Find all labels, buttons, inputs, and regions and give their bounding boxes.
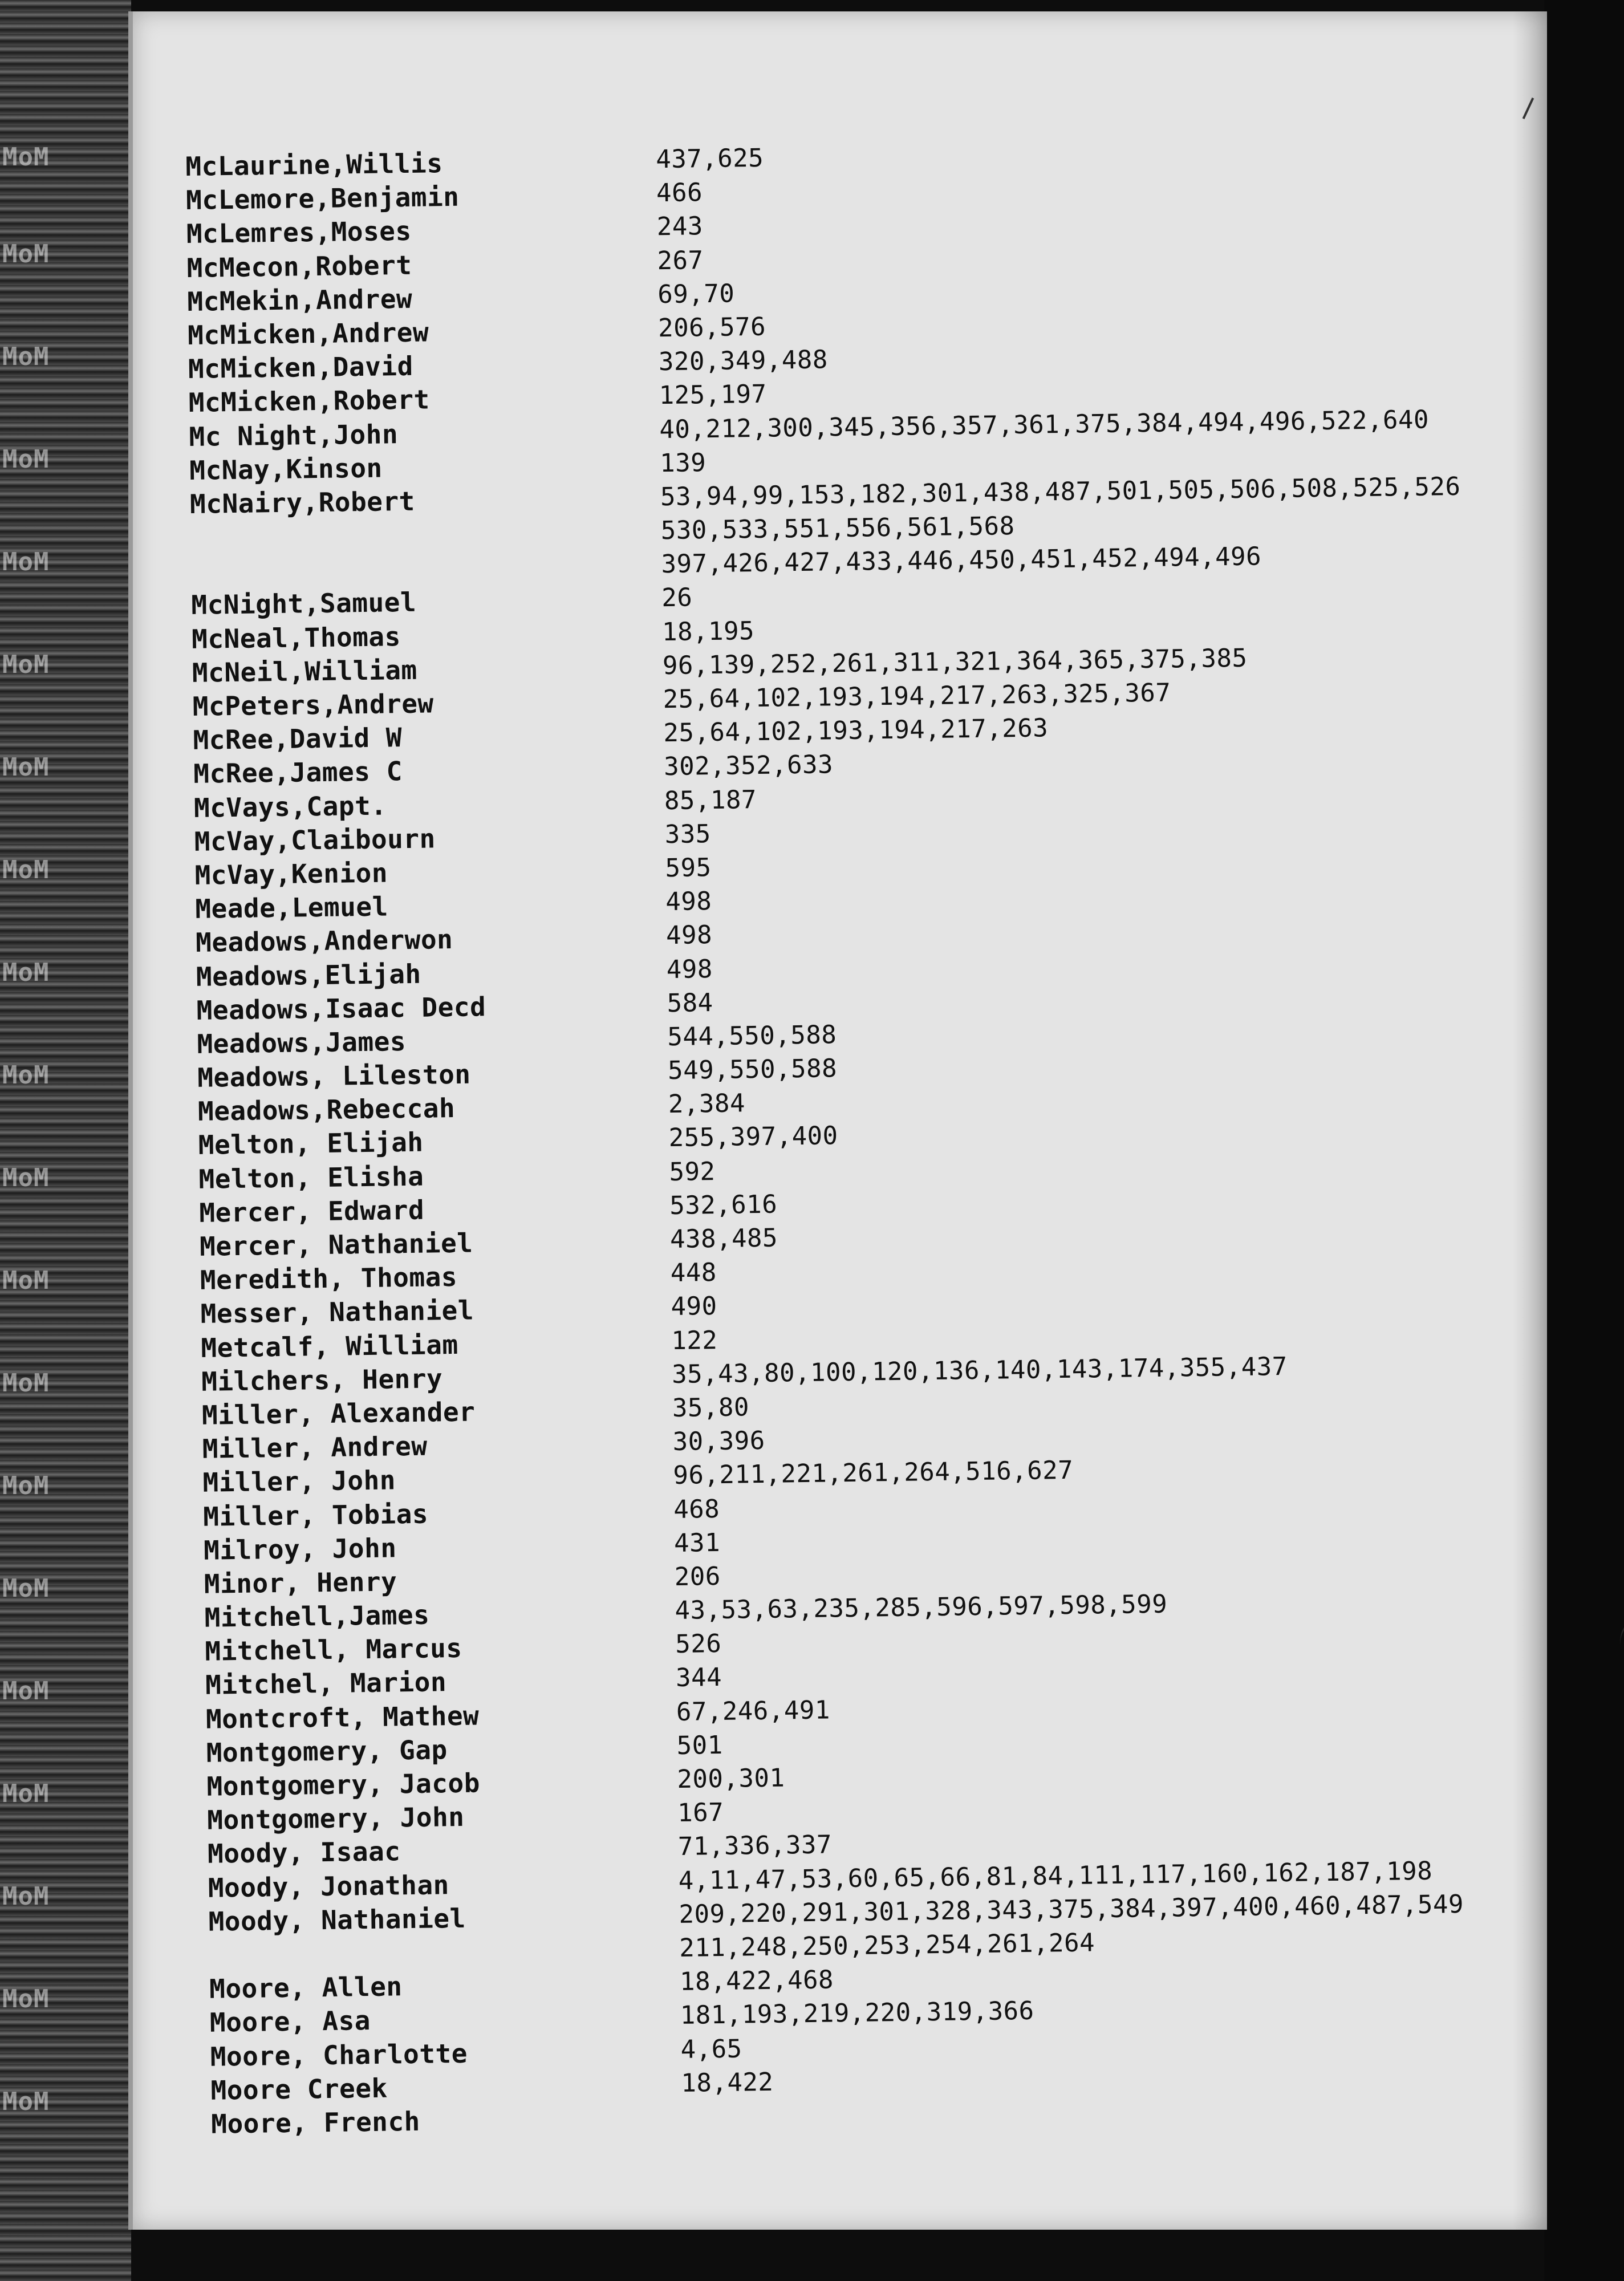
entry-pages: 18,422	[681, 2067, 774, 2098]
index-entry	[202, 1456, 1074, 1501]
entry-name: McMicken,David	[188, 350, 414, 385]
index-entry	[193, 750, 834, 792]
entry-pages: 96,211,221,261,264,516,627	[673, 1456, 1074, 1491]
entry-name: Meadows,James	[197, 1025, 407, 1060]
index-entry	[196, 988, 713, 1029]
entry-pages: 122	[671, 1325, 718, 1355]
entry-name: Meadows,Rebeccah	[197, 1093, 456, 1127]
bleed-text: MoM	[2, 1061, 50, 1090]
index-entry	[185, 143, 764, 185]
index-entry	[188, 345, 829, 387]
index-entry	[204, 1561, 721, 1602]
index-entry	[200, 1292, 717, 1332]
entry-name: Moody, Nathaniel	[208, 1902, 466, 1937]
entry-pages: 466	[656, 178, 703, 208]
entry-name: Miller, Andrew	[202, 1430, 428, 1464]
index-entry	[188, 380, 767, 421]
entry-pages: 498	[665, 887, 712, 917]
entry-name: Moody, Isaac	[207, 1836, 401, 1870]
entry-name: McLemres,Moses	[186, 216, 412, 250]
entry-pages: 468	[673, 1494, 720, 1524]
index-entry	[210, 2105, 421, 2142]
index-entry	[191, 583, 693, 623]
entry-name: McLemore,Benjamin	[185, 181, 460, 216]
entry-name: McVay,Kenion	[194, 857, 388, 891]
entry-pages: 125,197	[659, 380, 767, 411]
bleed-text: MoM	[2, 650, 50, 679]
index-entry	[206, 1763, 785, 1805]
entry-pages: 501	[676, 1730, 723, 1760]
index-entry	[201, 1351, 1288, 1400]
entry-name: Mitchel, Marion	[205, 1666, 447, 1701]
bleed-text: MoM	[2, 240, 50, 269]
entry-name: Moore Creek	[210, 2072, 388, 2106]
entry-name: Moody, Jonathan	[208, 1869, 450, 1903]
entry-name: Mitchell,James	[204, 1599, 430, 1633]
page-fold-shadow	[1513, 11, 1547, 2230]
entry-name: Moore, French	[210, 2105, 421, 2140]
entry-name: McMecon,Robert	[186, 249, 412, 283]
index-entry	[198, 1156, 716, 1197]
bleed-text: MoM	[2, 958, 50, 987]
entry-name: Meredith, Thomas	[200, 1261, 458, 1296]
entry-name: Melton, Elisha	[198, 1160, 424, 1195]
entry-pages: 25,64,102,193,194,217,263,325,367	[663, 678, 1171, 715]
index-entry	[208, 1856, 1433, 1906]
entry-pages: 320,349,488	[658, 345, 829, 377]
entry-name: McMekin,Andrew	[187, 283, 413, 317]
entry-pages: 255,397,400	[668, 1121, 838, 1153]
entry-pages: 335	[664, 819, 712, 849]
entry-pages: 532,616	[669, 1190, 778, 1220]
entry-pages: 498	[666, 954, 713, 984]
entry-name: Mercer, Edward	[199, 1194, 425, 1228]
bleed-text: MoM	[2, 1779, 50, 1808]
index-entry	[205, 1663, 722, 1703]
entry-pages: 43,53,63,235,285,596,597,598,599	[675, 1589, 1168, 1626]
bleed-text: MoM	[2, 1882, 50, 1911]
entry-name: Milroy, John	[203, 1532, 397, 1566]
entry-name: Montgomery, Gap	[206, 1734, 448, 1768]
bleed-text: MoM	[2, 342, 50, 371]
entry-pages: 431	[673, 1528, 721, 1558]
entry-name: Minor, Henry	[204, 1566, 397, 1600]
index-entry	[197, 1054, 838, 1096]
entry-name: McPeters,Andrew	[192, 688, 434, 722]
entry-pages: 30,396	[672, 1426, 765, 1457]
index-entry	[200, 1258, 717, 1298]
entry-name: Metcalf, William	[201, 1329, 458, 1363]
entry-pages: 549,550,588	[667, 1054, 838, 1086]
entry-name: Meadows,Elijah	[196, 958, 422, 992]
bleed-text: MoM	[2, 1369, 50, 1398]
entry-name: Moore, Asa	[209, 2005, 371, 2039]
bleed-text: MoM	[2, 1266, 50, 1295]
scanner-background	[1544, 0, 1624, 2281]
entry-name: McVay,Claibourn	[194, 823, 436, 857]
index-entry	[192, 643, 1248, 691]
entry-pages: 35,43,80,100,120,136,140,143,174,355,437	[671, 1351, 1288, 1389]
index-entry	[186, 212, 704, 252]
entry-pages: 206	[674, 1561, 721, 1592]
entry-name: McMicken,Andrew	[187, 316, 429, 351]
entry-pages: 69,70	[657, 279, 735, 309]
bleed-text: MoM	[2, 445, 50, 474]
entry-name: Mitchell, Marcus	[205, 1633, 462, 1667]
bleed-text: MoM	[2, 2087, 50, 2116]
entry-name: McNeal,Thomas	[191, 620, 401, 655]
entry-pages: 397,426,427,433,446,450,451,452,494,496	[661, 542, 1262, 579]
entry-pages: 4,11,47,53,60,65,66,81,84,111,117,160,162,187,198	[678, 1856, 1433, 1896]
bleed-text: MoM	[2, 1163, 50, 1192]
index-entry	[195, 887, 712, 927]
entry-name: McVays,Capt.	[193, 790, 387, 823]
entry-pages: 26	[661, 583, 693, 613]
entry-name: McNight,Samuel	[191, 587, 417, 621]
index-entry	[206, 1798, 724, 1838]
bleed-text: MoM	[2, 143, 50, 172]
index-entry	[209, 1965, 834, 2007]
index-entry	[210, 2067, 774, 2108]
entry-pages: 167	[677, 1798, 724, 1828]
entry-name: Montgomery, John	[206, 1801, 465, 1836]
bleed-text: MoM	[2, 1984, 50, 2014]
entry-pages: 526	[675, 1629, 722, 1659]
bleed-text: MoM	[2, 1677, 50, 1706]
entry-pages: 530,533,551,556,561,568	[660, 512, 1015, 546]
entry-name: McNairy,Robert	[189, 485, 416, 519]
entry-pages: 67,246,491	[676, 1695, 831, 1727]
entry-pages: 40,212,300,345,356,357,361,375,384,494,496,522,640	[659, 404, 1430, 444]
entry-name: Melton, Elijah	[198, 1127, 424, 1161]
index-entry	[194, 853, 712, 894]
entry-name: Montcroft, Mathew	[205, 1700, 480, 1735]
bleed-text: MoM	[2, 753, 50, 782]
entry-name: Miller, John	[202, 1464, 396, 1499]
index-entry	[196, 954, 713, 995]
entry-pages: 35,80	[672, 1393, 750, 1423]
entry-pages: 18,422,468	[679, 1965, 834, 1997]
bleed-text: MoM	[2, 855, 50, 884]
entry-pages: 595	[665, 853, 712, 883]
entry-name: Meadows,Isaac Decd	[196, 991, 486, 1026]
entry-pages: 25,64,102,193,194,217,263	[663, 713, 1049, 748]
index-entry	[199, 1190, 778, 1231]
entry-pages: 96,139,252,261,311,321,364,365,375,385	[662, 643, 1248, 680]
entry-name: Milchers, Henry	[201, 1363, 443, 1397]
entry-name: McRee,James C	[193, 756, 403, 790]
entry-pages: 139	[659, 448, 707, 478]
entry-name: Meadows,Anderwon	[195, 924, 453, 959]
entry-pages: 18,195	[661, 616, 755, 647]
entry-name: McNay,Kinson	[189, 452, 383, 486]
entry-pages: 490	[671, 1292, 717, 1322]
entry-pages: 592	[669, 1156, 716, 1187]
entry-pages: 498	[665, 920, 713, 951]
entry-name: Moore, Allen	[209, 1971, 403, 2004]
entry-name: Mc Night,John	[189, 418, 399, 452]
entry-pages: 211,248,250,253,254,261,264	[679, 1928, 1095, 1963]
entry-pages: 4,65	[680, 2034, 742, 2064]
bleed-text: MoM	[2, 1574, 50, 1603]
entry-name: McRee,David W	[193, 722, 403, 756]
entry-pages: 2,384	[668, 1089, 746, 1119]
entry-name: Meade,Lemuel	[195, 891, 389, 925]
bleed-text: MoM	[2, 1471, 50, 1500]
index-entry	[187, 279, 735, 320]
entry-pages: 267	[657, 245, 704, 275]
index-entry	[202, 1494, 720, 1535]
entry-name: Miller, Tobias	[202, 1498, 429, 1532]
entry-pages: 438,485	[669, 1223, 778, 1255]
entry-pages: 544,550,588	[667, 1020, 837, 1052]
entry-pages: 85,187	[664, 785, 757, 815]
entry-pages: 71,336,337	[677, 1830, 833, 1862]
index-entry	[204, 1589, 1168, 1636]
index-entry	[208, 1889, 1464, 1939]
entry-name: Messer, Nathaniel	[200, 1294, 474, 1330]
entry-name: Meadows, Lileston	[197, 1058, 471, 1093]
entry-name: Mercer, Nathaniel	[199, 1227, 473, 1262]
entry-name: McMicken,Robert	[188, 384, 431, 419]
index-entry	[186, 245, 704, 286]
index-entry	[189, 448, 707, 489]
bleed-text: MoM	[2, 547, 50, 577]
entry-name: Miller, Alexander	[201, 1396, 476, 1431]
entry-pages: 209,220,291,301,328,343,375,384,397,400,460,487,549	[679, 1889, 1464, 1929]
entry-pages: 200,301	[677, 1763, 785, 1794]
entry-pages: 206,576	[657, 312, 766, 343]
entry-pages: 344	[675, 1663, 722, 1693]
entry-pages: 437,625	[655, 143, 764, 174]
entry-pages: 448	[670, 1258, 717, 1288]
entry-pages: 181,193,219,220,319,366	[680, 1996, 1034, 2031]
adjacent-page-strip	[0, 0, 131, 2281]
entry-pages: 243	[656, 212, 704, 242]
entry-pages: 53,94,99,153,182,301,438,487,501,505,506,508,525,526	[660, 472, 1461, 512]
index-entry	[192, 678, 1171, 725]
entry-name: Montgomery, Jacob	[206, 1767, 481, 1802]
entry-pages: 584	[667, 988, 713, 1018]
entry-name: McLaurine,Willis	[185, 148, 443, 182]
entry-name: Moore, Charlotte	[210, 2038, 468, 2072]
entry-pages: 302,352,633	[663, 750, 834, 782]
entry-name: McNeil,William	[192, 654, 418, 688]
